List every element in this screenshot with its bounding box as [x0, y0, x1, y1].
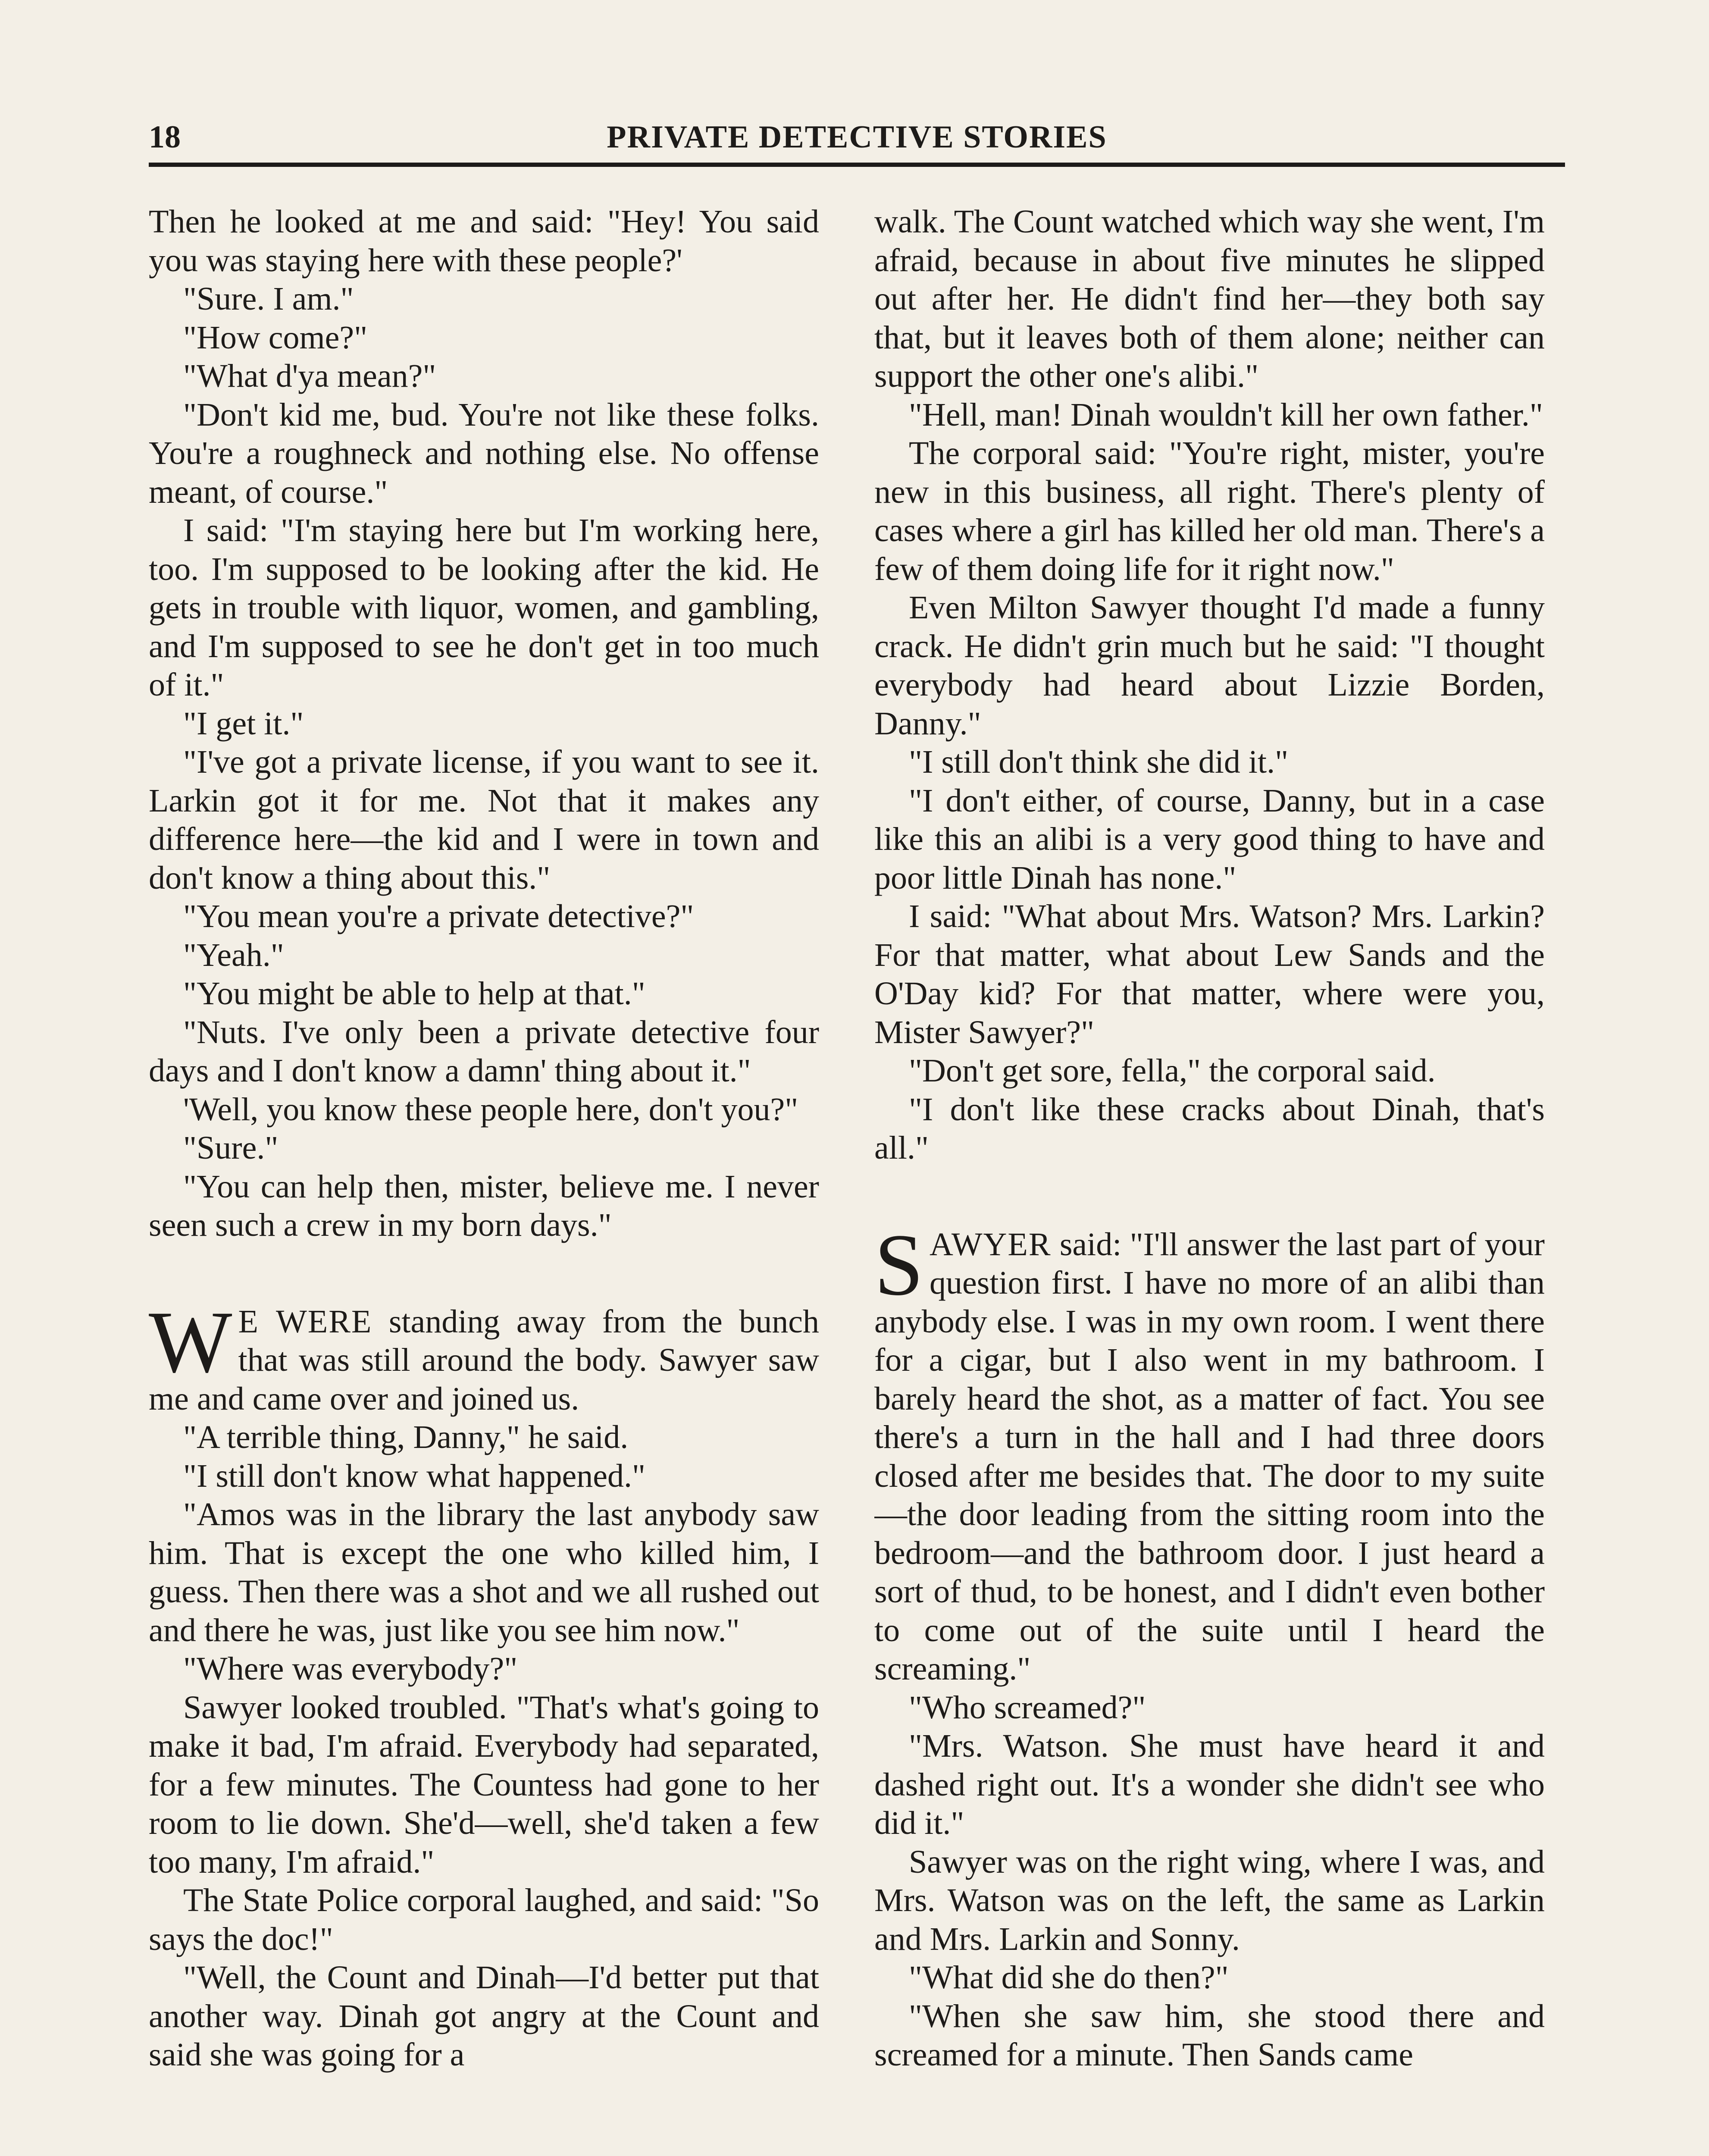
section-opening-text: said: "I'll answer the last part of your question first. I have no more of an alibi than anybody else. I was in my own room. I went there for a cigar, but I also went in my bathroom. I barely heard the shot, as a matter of fact. You see there's a turn in the hall and I had three doors closed after me besides that. The door to my suite—the door leading from the sitting room into the bedroom—and the bathroom door. I just heard a sort of thud, to be honest, and I didn't even bother to come out of the suite until I heard the screaming." [874, 1226, 1545, 1687]
paragraph: "Yeah." [183, 937, 284, 973]
paragraph: "I don't like these cracks about Dinah, that's all." [874, 1091, 1545, 1166]
paragraph: "When she saw him, she stood there and screamed for a minute. Then Sands came [874, 1998, 1545, 2073]
paragraph: "A terrible thing, Danny," he said. [183, 1419, 629, 1455]
header-rule [149, 163, 1565, 167]
page-number: 18 [149, 119, 181, 155]
paragraph: "Who screamed?" [909, 1689, 1146, 1726]
paragraph: "You might be able to help at that." [183, 975, 645, 1012]
paragraph: "How come?" [183, 319, 368, 356]
paragraph: "Mrs. Watson. She must have heard it and dashed right out. It's a wonder she didn't see who did it." [874, 1728, 1545, 1841]
paragraph: "What did she do then?" [909, 1959, 1229, 1996]
paragraph: "I still don't think she did it." [909, 744, 1289, 780]
paragraph: "I get it." [183, 705, 304, 742]
drop-cap: S [874, 1216, 924, 1314]
section-opening-paragraph [874, 1216, 1545, 1689]
paragraph: Then he looked at me and said: "Hey! You said you was staying here with these people?' [149, 204, 819, 279]
paragraph: "Well, the Count and Dinah—I'd better put that another way. Dinah got angry at the Count and said she was going for a [149, 1959, 819, 2073]
paragraph: I said: "What about Mrs. Watson? Mrs. Larkin? For that matter, what about Lew Sands and the O'Day kid? For that matter, where were you, Mister Sawyer?" [874, 898, 1545, 1050]
paragraph: I said: "I'm staying here but I'm working here, too. I'm supposed to be looking after the kid. He gets in trouble with liquor, women, and gambling, and I'm supposed to see he don't get in too much of it." [149, 512, 819, 703]
paragraph: "Sure. I am." [183, 281, 354, 317]
section-opening-caps: E WERE [238, 1303, 372, 1340]
paragraph: "Amos was in the library the last anybody saw him. That is except the one who killed him, I guess. Then there was a shot and we all rushed out and there he was, just like you see him now." [149, 1496, 819, 1648]
paragraph: "Don't kid me, bud. You're not like these folks. You're a roughneck and nothing else. No offense meant, of course." [149, 396, 819, 510]
paragraph: "What d'ya mean?" [183, 358, 436, 394]
section-break [149, 1245, 819, 1303]
paragraph: Sawyer looked troubled. "That's what's going to make it bad, I'm afraid. Everybody had separated, for a few minutes. The Countess had gone to her room to lie down. She'd—well, she'd taken a few too many, I'm afraid." [149, 1689, 819, 1880]
paragraph: "Don't get sore, fella," the corporal said. [909, 1053, 1436, 1089]
paragraph: "Nuts. I've only been a private detective four days and I don't know a damn' thing about it." [149, 1014, 819, 1089]
left-column [149, 203, 819, 2156]
paragraph: "Sure." [183, 1130, 279, 1166]
section-break [874, 1168, 1545, 1225]
page-header [149, 116, 1565, 159]
right-column [874, 203, 1545, 2156]
paragraph: "I still don't know what happened." [183, 1457, 646, 1494]
paragraph: "I don't either, of course, Danny, but in a case like this an alibi is a very good thing to have and poor little Dinah has none." [874, 782, 1545, 896]
section-opening-text: standing away from the bunch that was still around the body. Sawyer saw me and came over and joined us. [149, 1303, 819, 1417]
paragraph: The corporal said: "You're right, mister, you're new in this business, all right. There's plenty of cases where a girl has killed her old man. There's a few of them doing life for it right now." [874, 435, 1545, 587]
magazine-title: PRIVATE DETECTIVE STORIES [607, 119, 1107, 155]
paragraph: The State Police corporal laughed, and said: "So says the doc!" [149, 1882, 819, 1957]
paragraph: Sawyer was on the right wing, where I was, and Mrs. Watson was on the left, the same as Larkin and Mrs. Larkin and Sonny. [874, 1843, 1545, 1957]
paragraph: walk. The Count watched which way she went, I'm afraid, because in about five minutes he slipped out after her. He didn't find her—they both say that, but it leaves both of them alone; neither can support the other one's alibi." [874, 204, 1545, 394]
drop-cap: W [149, 1293, 232, 1391]
paragraph: "I've got a private license, if you want to see it. Larkin got it for me. Not that it makes any difference here—the kid and I were in town and don't know a thing about this." [149, 744, 819, 896]
paragraph: "You can help then, mister, believe me. I never seen such a crew in my born days." [149, 1168, 819, 1243]
section-opening-caps: AWYER [930, 1226, 1052, 1263]
paragraph: "You mean you're a private detective?" [183, 898, 694, 934]
paragraph: "Hell, man! Dinah wouldn't kill her own father." [909, 396, 1543, 433]
section-opening-paragraph [149, 1293, 819, 1419]
paragraph: Even Milton Sawyer thought I'd made a funny crack. He didn't grin much but he said: "I thought everybody had heard about Lizzie Borden, Danny." [874, 589, 1545, 742]
paragraph: 'Well, you know these people here, don't you?" [183, 1091, 798, 1128]
paragraph: "Where was everybody?" [183, 1651, 518, 1687]
